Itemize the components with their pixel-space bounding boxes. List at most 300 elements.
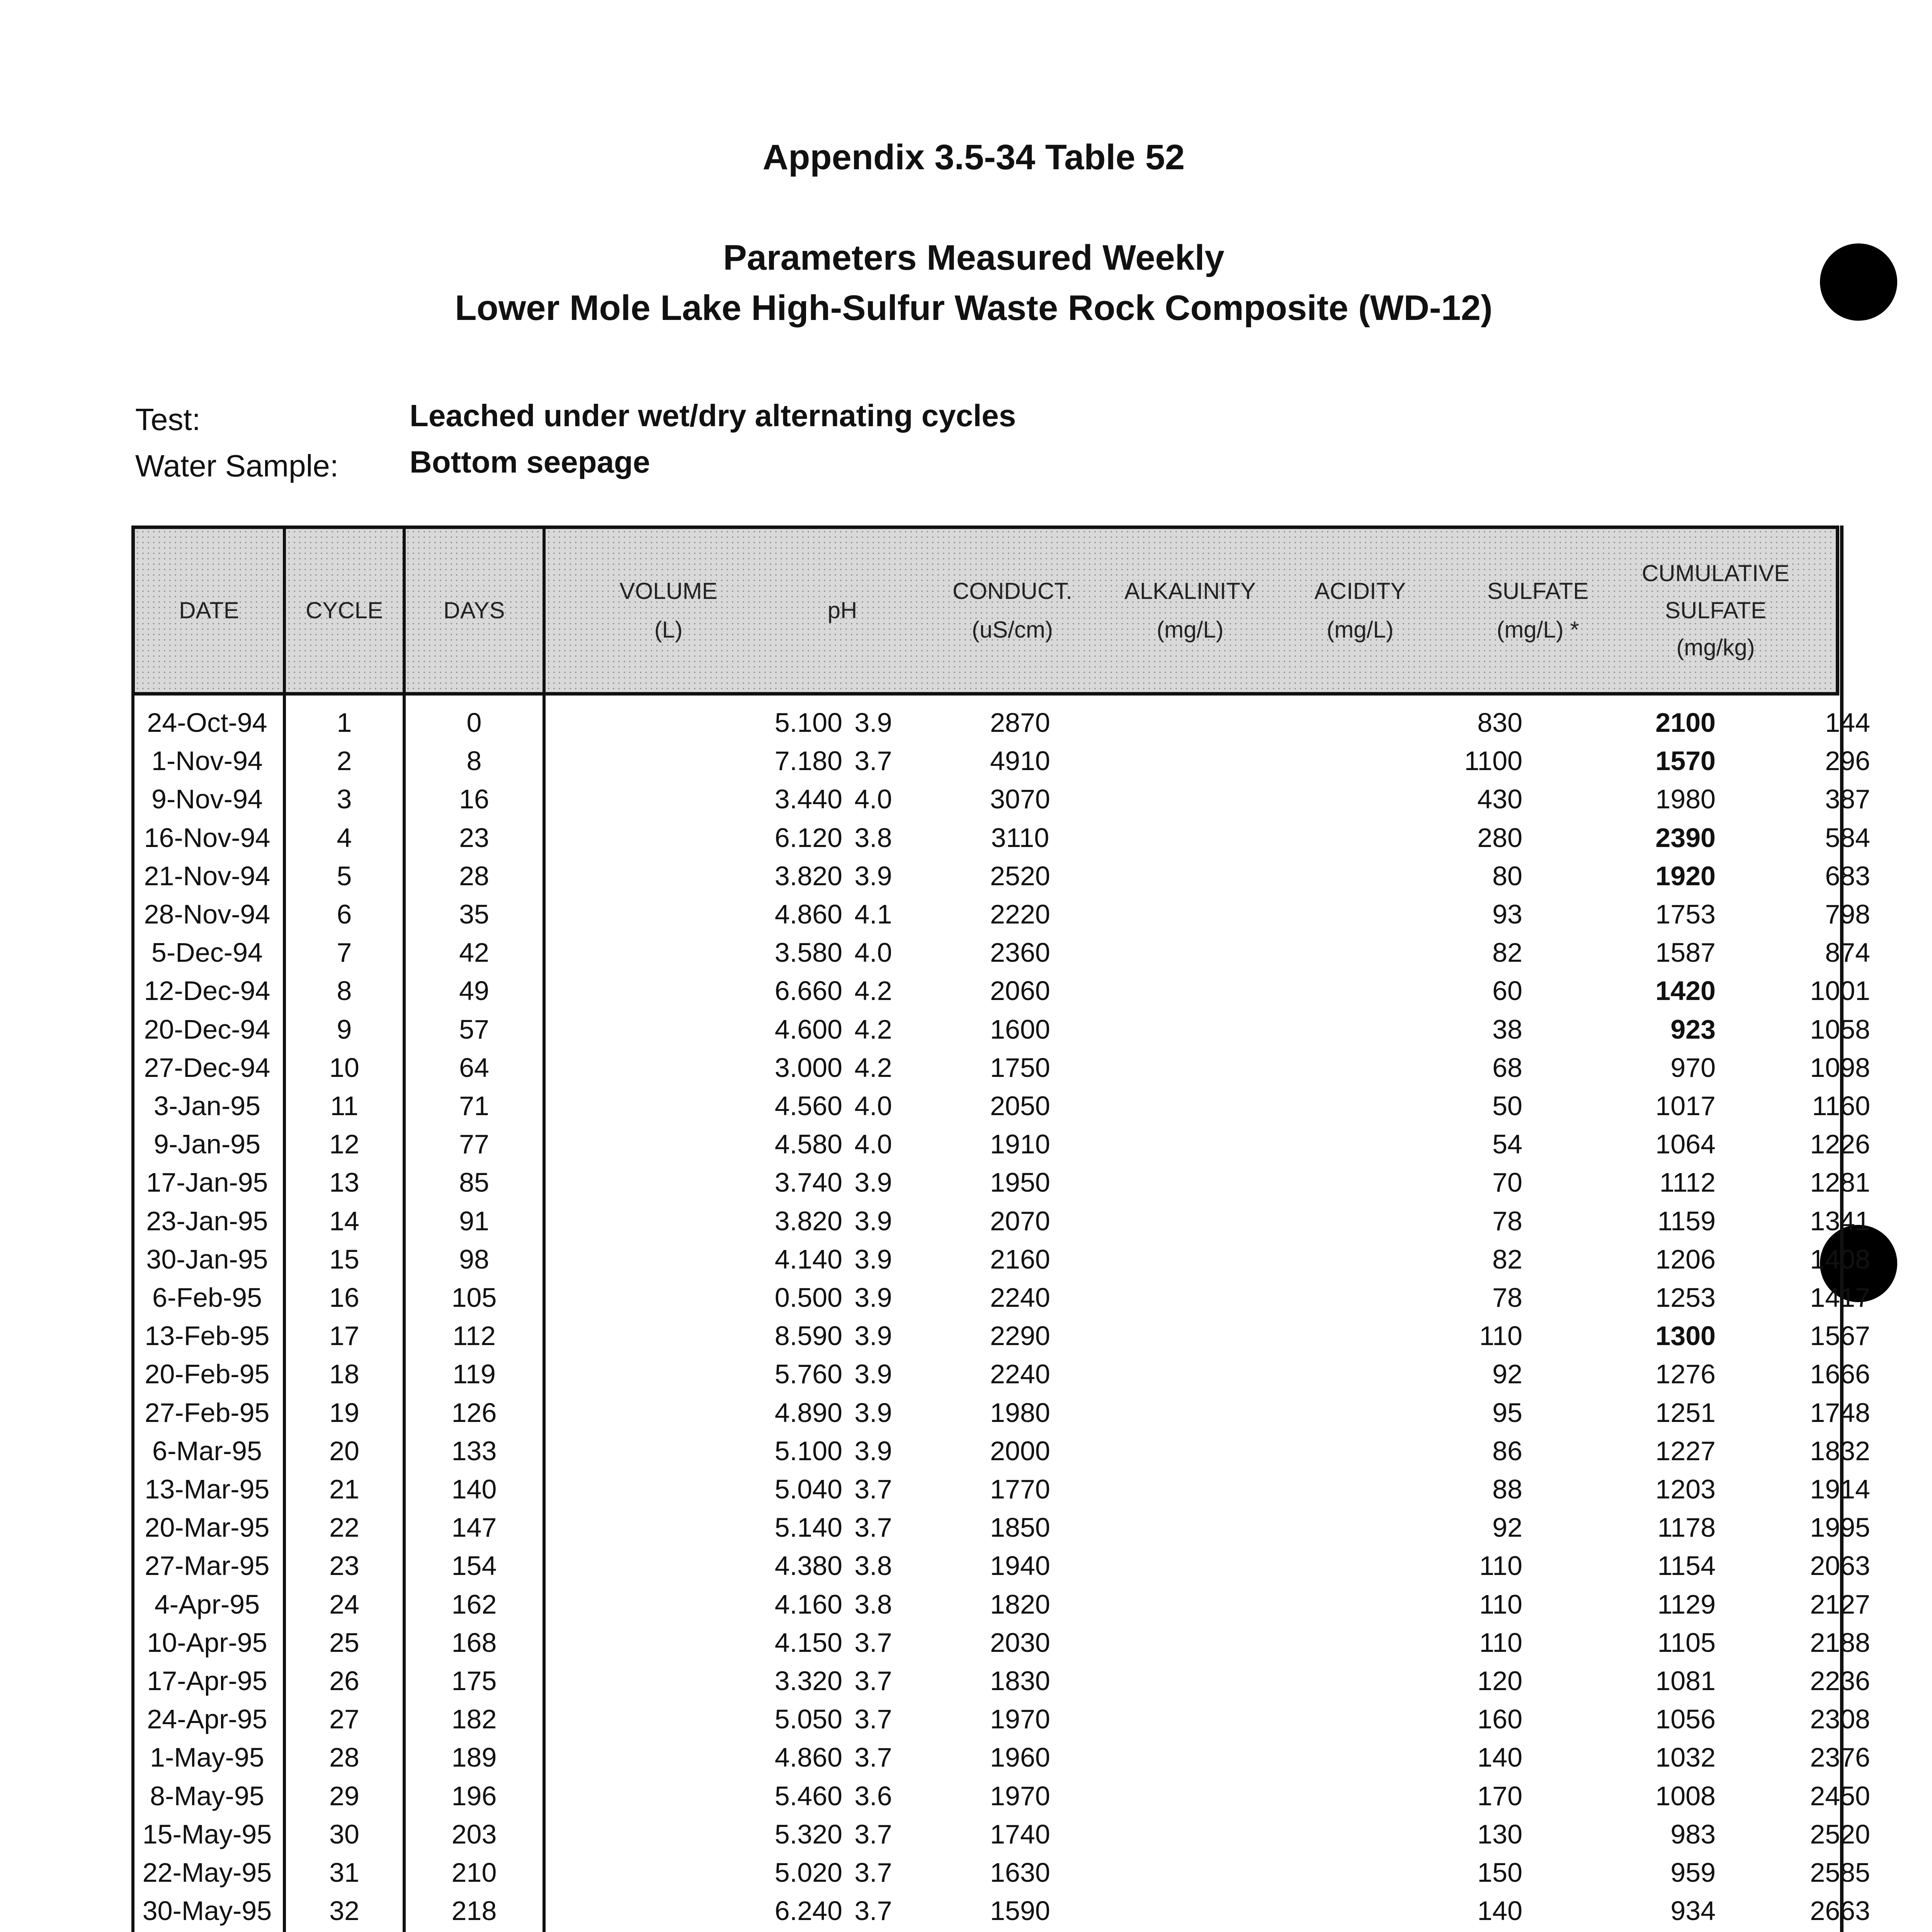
col-volume-label: VOLUME — [619, 578, 718, 604]
cell-ph: 3.7 — [854, 1704, 892, 1735]
cell-days: 112 — [452, 1321, 496, 1351]
cell-date: 5-Dec-94 — [151, 937, 263, 968]
cell-cycle — [286, 1930, 403, 1932]
table-row — [131, 1355, 1870, 1393]
cell-conduct: 1590 — [990, 1896, 1050, 1926]
cell-days: 210 — [451, 1857, 497, 1888]
cell-date: 4-Apr-95 — [154, 1589, 260, 1619]
cell-sulfate: 1251 — [1655, 1397, 1716, 1428]
cell-date: 12-Dec-94 — [144, 976, 270, 1006]
cell-volume: 5.050 — [774, 1704, 842, 1735]
cell-cum: 1995 — [1810, 1512, 1870, 1543]
cell-days: 203 — [451, 1819, 497, 1849]
cell-cycle: 20 — [329, 1435, 359, 1466]
table-row — [131, 1432, 1870, 1470]
cell-acidity: 95 — [1492, 1397, 1522, 1428]
cell-ph: 4.0 — [854, 1091, 892, 1121]
cell-ph: 4.0 — [854, 784, 892, 815]
col-days-label: DAYS — [443, 597, 505, 623]
table-row — [131, 933, 1870, 972]
col-ph-label: pH — [827, 597, 857, 623]
cell-date: 17-Jan-95 — [146, 1167, 268, 1198]
cell-cycle: 30 — [329, 1819, 359, 1849]
cell-acidity: 430 — [1477, 784, 1522, 815]
cell-days: 175 — [451, 1666, 497, 1696]
cell-volume: 4.560 — [774, 1091, 842, 1121]
cell-alkalinity — [1113, 1700, 1267, 1738]
cell-date: 21-Nov-94 — [144, 861, 270, 891]
cell-cum: 683 — [1825, 861, 1870, 891]
cell-cycle: 9 — [337, 1014, 352, 1044]
cell-cum: 2188 — [1810, 1627, 1870, 1658]
cell-sulfate: 1159 — [1657, 1206, 1716, 1236]
col-alkalinity-label: ALKALINITY — [1124, 578, 1256, 604]
cell-acidity: 110 — [1479, 1627, 1522, 1658]
cell-cum: 2127 — [1810, 1589, 1870, 1619]
table-row — [131, 1316, 1870, 1355]
cell-cycle: 8 — [337, 976, 352, 1006]
cell-days: 57 — [459, 1014, 489, 1044]
cell-sulfate: 970 — [1670, 1052, 1716, 1083]
col-header-acidity — [1291, 526, 1430, 696]
cell-sulfate: 1300 — [1655, 1321, 1716, 1351]
cell-alkalinity — [1113, 1470, 1267, 1509]
cell-acidity: 110 — [1479, 1589, 1522, 1619]
cell-conduct: 1950 — [990, 1167, 1050, 1198]
table-title: Parameters Measured Weekly — [723, 238, 1225, 277]
cell-volume: 3.820 — [774, 861, 842, 891]
cell-volume: 5.020 — [774, 1857, 842, 1888]
cell-days: 0 — [466, 707, 482, 738]
cell-alkalinity — [1113, 857, 1267, 895]
cell-cycle: 11 — [330, 1091, 359, 1121]
cell-acidity: 120 — [1477, 1666, 1522, 1696]
col-acidity-unit: (mg/L) — [1327, 617, 1394, 643]
cell-cum: 1226 — [1810, 1129, 1870, 1160]
water-sample-label: Water Sample: — [135, 449, 339, 483]
cell-acidity: 280 — [1477, 822, 1522, 853]
cell-sulfate: 959 — [1670, 1857, 1716, 1888]
cell-date: 9-Nov-94 — [151, 784, 263, 815]
cell-sulfate: 1154 — [1657, 1551, 1716, 1581]
cell-acidity: 78 — [1492, 1206, 1522, 1236]
cell-acidity: 92 — [1492, 1359, 1522, 1389]
cell-acidity: 140 — [1477, 1896, 1522, 1926]
cell-conduct: 2870 — [990, 707, 1050, 738]
cell-conduct: 1940 — [990, 1551, 1050, 1581]
cell-sulfate: 1129 — [1657, 1589, 1716, 1619]
cell-sulfate: 1008 — [1655, 1781, 1716, 1811]
cell-acidity: 78 — [1492, 1282, 1522, 1313]
cell-conduct: 1820 — [990, 1589, 1050, 1619]
table-subtitle: Lower Mole Lake High-Sulfur Waste Rock Composite (WD-12) — [455, 288, 1493, 328]
test-label: Test: — [135, 402, 201, 437]
cell-sulfate: 1253 — [1655, 1282, 1716, 1313]
cell-cum: 296 — [1825, 746, 1870, 776]
cell-volume: 4.600 — [774, 1014, 842, 1044]
cell-cum: 1281 — [1810, 1167, 1870, 1198]
col-alkalinity-unit: (mg/L) — [1156, 617, 1224, 643]
cell-cum: 2520 — [1810, 1819, 1870, 1849]
cell-ph: 3.9 — [854, 1397, 892, 1428]
table-row — [131, 857, 1870, 895]
cell-sulfate: 1081 — [1655, 1666, 1716, 1696]
cell-ph: 3.7 — [854, 746, 892, 776]
cell-sulfate: 1112 — [1659, 1167, 1716, 1198]
cell-conduct: 2030 — [990, 1627, 1050, 1658]
cell-date: 24-Apr-95 — [147, 1704, 267, 1735]
cell-cycle: 7 — [337, 937, 352, 968]
cell-alkalinity — [1113, 1278, 1267, 1317]
table-row — [131, 895, 1870, 934]
table-row — [131, 1048, 1870, 1087]
cell-cycle: 32 — [329, 1896, 359, 1926]
cell-conduct: 2520 — [990, 861, 1050, 891]
cell-days: 64 — [459, 1052, 489, 1083]
cell-days: 77 — [459, 1129, 489, 1160]
cell-volume: 5.040 — [774, 1474, 842, 1504]
cell-cycle: 29 — [329, 1781, 359, 1811]
cell-acidity: 60 — [1492, 976, 1522, 1006]
table-row — [131, 1470, 1870, 1509]
cell-alkalinity — [1113, 1202, 1267, 1240]
cell-alkalinity — [1113, 1087, 1267, 1125]
cell-cycle: 16 — [329, 1282, 359, 1313]
cell-acidity: 82 — [1492, 1244, 1522, 1274]
cell-volume: 4.380 — [774, 1551, 842, 1581]
table-row — [131, 1087, 1870, 1125]
table-row — [131, 1777, 1870, 1815]
cell-days: 154 — [451, 1551, 497, 1581]
test-value: Leached under wet/dry alternating cycles — [410, 398, 1016, 433]
cell-volume: 5.460 — [774, 1781, 842, 1811]
cell-volume: 3.740 — [774, 1167, 842, 1198]
col-header-sulfate — [1461, 526, 1615, 696]
cell-sulfate: 1064 — [1655, 1129, 1716, 1160]
cell-sulfate: 2100 — [1655, 707, 1716, 738]
cell-ph: 3.9 — [854, 1435, 892, 1466]
cell-ph: 3.7 — [854, 1896, 892, 1926]
cell-cum: 1160 — [1812, 1091, 1870, 1121]
cell-cum: 1567 — [1810, 1321, 1870, 1351]
cell-cycle: 27 — [329, 1704, 359, 1735]
cell-days: 35 — [459, 899, 489, 929]
cell-days: 85 — [459, 1167, 489, 1198]
cell-cycle: 1 — [337, 707, 352, 738]
cell-date: 30-May-95 — [142, 1896, 272, 1926]
cell-date: 22-May-95 — [142, 1857, 272, 1888]
cell-days — [406, 1930, 543, 1932]
cell-days: 23 — [459, 822, 489, 853]
cell-acidity: 54 — [1492, 1129, 1522, 1160]
cell-alkalinity — [1113, 1432, 1267, 1470]
cell-ph: 4.2 — [854, 1014, 892, 1044]
cell-days: 16 — [459, 784, 489, 815]
cell-ph: 3.9 — [854, 1244, 892, 1274]
cell-conduct: 2050 — [990, 1091, 1050, 1121]
cell-conduct: 1980 — [990, 1397, 1050, 1428]
cell-date: 1-Nov-94 — [151, 746, 263, 776]
cell-alkalinity — [1113, 1853, 1267, 1892]
col-header-alkalinity — [1113, 526, 1267, 696]
cell-date: 17-Apr-95 — [147, 1666, 267, 1696]
cell-alkalinity — [1113, 1316, 1267, 1355]
cell-cum: 584 — [1825, 822, 1870, 853]
cell-days: 126 — [451, 1397, 497, 1428]
cell-cum: 2236 — [1810, 1666, 1870, 1696]
cell-acidity: 82 — [1492, 937, 1522, 968]
cell-conduct: 1600 — [990, 1014, 1050, 1044]
cell-cycle: 12 — [329, 1129, 359, 1160]
cell-alkalinity — [1113, 1815, 1267, 1854]
cell-volume: 4.140 — [774, 1244, 842, 1274]
table-row — [131, 1585, 1870, 1624]
table-row — [131, 1662, 1870, 1700]
cell-date: 8-May-95 — [150, 1781, 264, 1811]
cell-alkalinity — [1113, 1508, 1267, 1547]
cell-sulfate: 1753 — [1655, 899, 1716, 929]
cell-cum: 1832 — [1810, 1435, 1870, 1466]
cell-cum — [1638, 1930, 1870, 1932]
cell-conduct: 2070 — [990, 1206, 1050, 1236]
table-row — [131, 1125, 1870, 1163]
cell-volume: 4.150 — [774, 1627, 842, 1658]
cell-date: 27-Mar-95 — [145, 1551, 270, 1581]
cell-sulfate: 1203 — [1655, 1474, 1716, 1504]
cell-cycle: 13 — [329, 1167, 359, 1198]
cell-sulfate: 1587 — [1655, 937, 1716, 968]
cell-alkalinity — [1113, 1546, 1267, 1585]
table-row — [131, 818, 1870, 857]
cell-alkalinity — [1113, 1163, 1267, 1202]
cell-volume: 4.580 — [774, 1129, 842, 1160]
cell-conduct: 2160 — [990, 1244, 1050, 1274]
cell-date: 10-Apr-95 — [147, 1627, 267, 1658]
cell-acidity: 92 — [1492, 1512, 1522, 1543]
cell-alkalinity — [1113, 703, 1267, 742]
cell-conduct: 2240 — [990, 1359, 1050, 1389]
cell-days: 28 — [459, 861, 489, 891]
cell-volume: 4.860 — [774, 899, 842, 929]
cell-date: 28-Nov-94 — [144, 899, 270, 929]
cell-volume: 6.240 — [774, 1896, 842, 1926]
cell-ph: 4.1 — [854, 899, 892, 929]
cell-date: 3-Jan-95 — [153, 1091, 261, 1121]
cell-alkalinity — [1113, 1125, 1267, 1163]
cell-days: 91 — [459, 1206, 489, 1236]
col-header-cycle — [286, 526, 403, 696]
col-header-days — [406, 526, 543, 696]
cell-volume: 5.100 — [774, 1435, 842, 1466]
cell-conduct: 1740 — [990, 1819, 1050, 1849]
col-sulfate-unit: (mg/L) * — [1497, 617, 1579, 643]
cell-acidity: 70 — [1492, 1167, 1522, 1198]
cell-alkalinity — [1113, 1662, 1267, 1700]
cell-ph: 3.7 — [854, 1742, 892, 1773]
cell-alkalinity — [1113, 933, 1267, 972]
cell-sulfate: 1178 — [1657, 1512, 1716, 1543]
cell-volume: 4.160 — [774, 1589, 842, 1619]
cell-date: 6-Feb-95 — [152, 1282, 262, 1313]
col-cycle-label: CYCLE — [305, 597, 383, 623]
cell-volume: 4.890 — [774, 1397, 842, 1428]
cell-cum: 2308 — [1810, 1704, 1870, 1735]
cell-alkalinity — [1113, 1393, 1267, 1432]
cell-date: 27-Dec-94 — [144, 1052, 270, 1083]
table-row — [131, 1393, 1870, 1432]
cell-volume: 3.820 — [774, 1206, 842, 1236]
cell-sulfate: 1920 — [1655, 861, 1716, 891]
cell-alkalinity — [1113, 1240, 1267, 1279]
cell-alkalinity — [1113, 1777, 1267, 1815]
cell-sulfate: 1570 — [1655, 746, 1716, 776]
cell-days: 105 — [451, 1282, 497, 1313]
cell-conduct: 1960 — [990, 1742, 1050, 1773]
table-row — [131, 742, 1870, 780]
cell-cum: 1341 — [1810, 1206, 1870, 1236]
cell-cum: 1914 — [1810, 1474, 1870, 1504]
cell-volume: 0.500 — [774, 1282, 842, 1313]
cell-days: 42 — [459, 937, 489, 968]
cell-cum: 2376 — [1810, 1742, 1870, 1773]
cell-sulfate: 923 — [1670, 1014, 1716, 1044]
cell-volume: 3.320 — [774, 1666, 842, 1696]
cell-sulfate: 1032 — [1655, 1742, 1716, 1773]
cell-sulfate: 1017 — [1655, 1091, 1716, 1121]
cell-alkalinity — [1113, 742, 1267, 780]
cell-volume: 7.180 — [774, 746, 842, 776]
cell-date: 13-Mar-95 — [145, 1474, 270, 1504]
cell-date: 16-Nov-94 — [144, 822, 270, 853]
cell-date: 24-Oct-94 — [147, 707, 267, 738]
cell-date: 13-Feb-95 — [145, 1321, 270, 1351]
table-row — [131, 1700, 1870, 1738]
cell-days: 182 — [451, 1704, 497, 1735]
cell-conduct: 1830 — [990, 1666, 1050, 1696]
cell-ph: 3.7 — [854, 1666, 892, 1696]
cell-alkalinity — [1113, 1738, 1267, 1777]
cell-ph: 3.9 — [854, 1359, 892, 1389]
cell-cycle: 28 — [329, 1742, 359, 1773]
table-row — [131, 1930, 1839, 1932]
table-row — [131, 703, 1870, 742]
table-row — [131, 1853, 1870, 1892]
cell-date: 9-Jan-95 — [153, 1129, 261, 1160]
cell-days: 196 — [451, 1781, 497, 1811]
col-acidity-label: ACIDITY — [1314, 578, 1406, 604]
cell-conduct: 1630 — [990, 1857, 1050, 1888]
cell-acidity: 1100 — [1464, 746, 1522, 776]
appendix-title: Appendix 3.5-34 Table 52 — [762, 138, 1185, 177]
cell-date: 20-Mar-95 — [145, 1512, 270, 1543]
cell-conduct: 1750 — [990, 1052, 1050, 1083]
cell-cycle: 31 — [329, 1857, 359, 1888]
cell-volume: 5.760 — [774, 1359, 842, 1389]
cell-acidity: 150 — [1477, 1857, 1522, 1888]
cell-acidity: 830 — [1477, 707, 1522, 738]
cell-days: 133 — [451, 1435, 497, 1466]
cell-volume: 3.000 — [774, 1052, 842, 1083]
cell-cycle: 3 — [337, 784, 352, 815]
water-sample-value: Bottom seepage — [410, 445, 650, 479]
table-row — [131, 1278, 1870, 1317]
cell-ph: 3.7 — [854, 1819, 892, 1849]
cell-ph: 3.7 — [854, 1857, 892, 1888]
cell-date: 20-Dec-94 — [144, 1014, 270, 1044]
col-conduct-label: CONDUCT. — [952, 578, 1072, 604]
cell-volume: 5.320 — [774, 1819, 842, 1849]
cell-conduct: 3070 — [990, 784, 1050, 815]
cell-alkalinity — [1113, 1891, 1267, 1930]
table-row — [131, 1738, 1870, 1777]
cell-cycle: 22 — [329, 1512, 359, 1543]
table-row — [131, 1508, 1870, 1547]
cell-conduct: 1770 — [990, 1474, 1050, 1504]
cell-cum: 1408 — [1810, 1244, 1870, 1274]
cell-acidity: 50 — [1492, 1091, 1522, 1121]
cell-ph: 3.8 — [854, 822, 892, 853]
col-conduct-unit: (uS/cm) — [972, 617, 1053, 643]
cell-days: 8 — [466, 746, 482, 776]
cell-conduct: 2240 — [990, 1282, 1050, 1313]
cell-volume: 6.660 — [774, 976, 842, 1006]
cell-date: 20-Feb-95 — [145, 1359, 270, 1389]
cell-volume: 8.590 — [774, 1321, 842, 1351]
cell-cycle: 15 — [329, 1244, 359, 1274]
cell-cum: 798 — [1825, 899, 1870, 929]
cell-acidity: 170 — [1477, 1781, 1522, 1811]
cell-date: 30-Jan-95 — [146, 1244, 268, 1274]
col-header-date — [135, 526, 283, 696]
cell-ph: 4.0 — [854, 1129, 892, 1160]
cell-sulfate: 1420 — [1655, 976, 1716, 1006]
cell-date: 27-Feb-95 — [145, 1397, 270, 1428]
cell-cum: 1098 — [1810, 1052, 1870, 1083]
col-date-label: DATE — [179, 597, 239, 623]
cell-cum: 387 — [1825, 784, 1870, 815]
col-header-volume — [595, 526, 742, 696]
cell-ph: 4.0 — [854, 937, 892, 968]
col-sulfate-label: SULFATE — [1487, 578, 1589, 604]
cell-volume: 3.580 — [774, 937, 842, 968]
cell-cycle: 17 — [329, 1321, 359, 1351]
cell-cycle: 2 — [337, 746, 352, 776]
table-row — [131, 1546, 1870, 1585]
cell-days: 49 — [459, 976, 489, 1006]
cell-alkalinity — [1113, 1623, 1267, 1662]
cell-cycle: 26 — [329, 1666, 359, 1696]
cell-alkalinity — [1113, 1355, 1267, 1393]
cell-sulfate: 983 — [1670, 1819, 1716, 1849]
col-cum-label-1: CUMULATIVE — [1641, 560, 1790, 586]
cell-cycle: 10 — [329, 1052, 359, 1083]
cell-date: 15-May-95 — [142, 1819, 272, 1849]
cell-cycle: 5 — [337, 861, 352, 891]
cell-date — [131, 1930, 283, 1932]
cell-cum: 1001 — [1810, 976, 1870, 1006]
col-volume-unit: (L) — [654, 617, 683, 643]
table-row — [131, 1163, 1870, 1202]
cell-volume: 5.100 — [774, 707, 842, 738]
cell-cycle: 14 — [329, 1206, 359, 1236]
cell-acidity: 110 — [1479, 1551, 1522, 1581]
cell-days: 189 — [451, 1742, 497, 1773]
cell-conduct: 2060 — [990, 976, 1050, 1006]
binder-hole-top — [1820, 243, 1897, 321]
cell-cum: 2063 — [1810, 1551, 1870, 1581]
cell-acidity: 110 — [1479, 1321, 1522, 1351]
cell-alkalinity — [1113, 1585, 1267, 1624]
